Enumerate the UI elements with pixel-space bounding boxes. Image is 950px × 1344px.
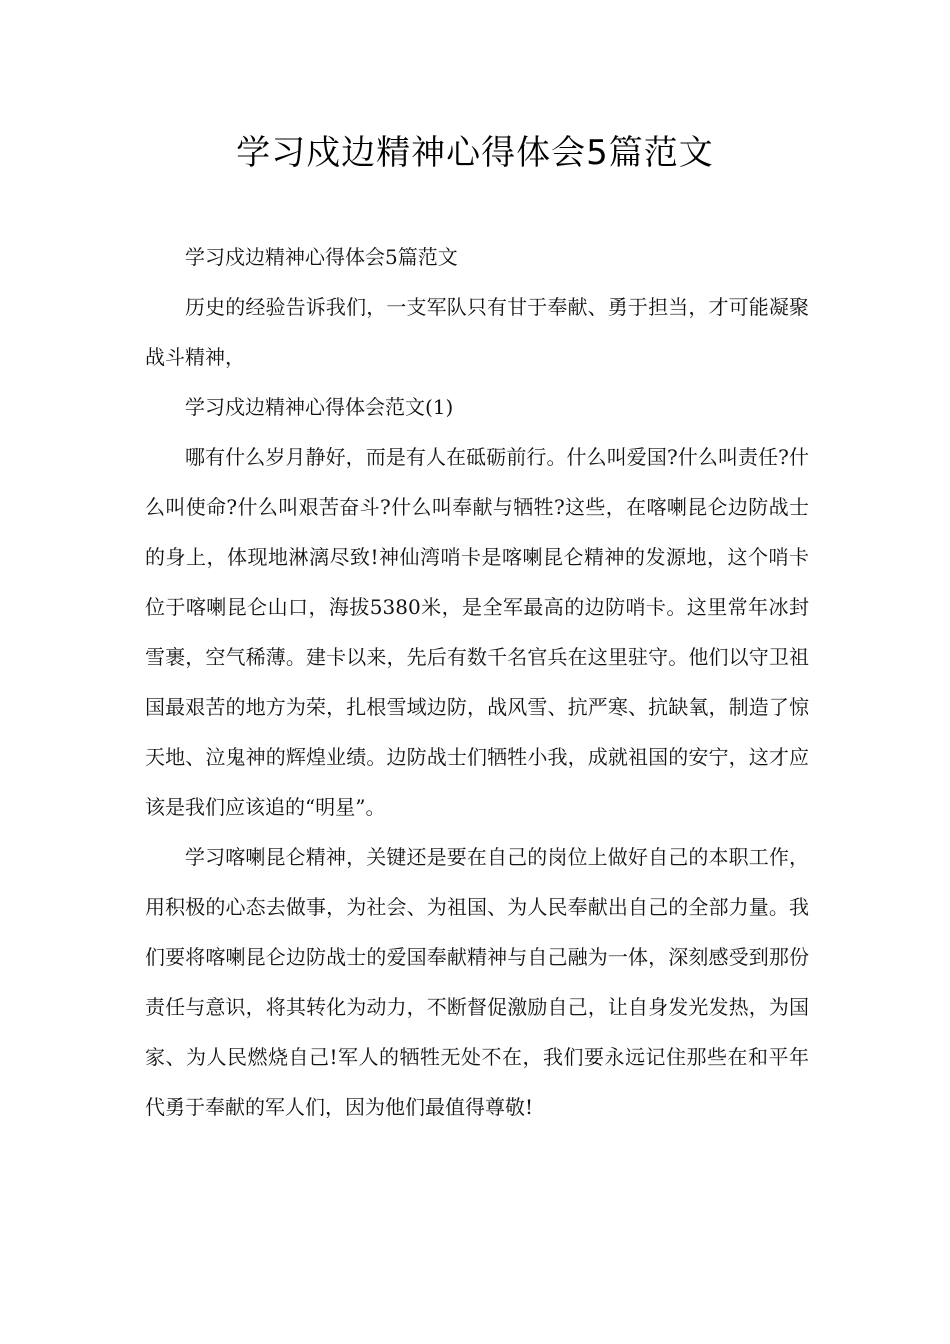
paragraph-intro: 历史的经验告诉我们，一支军队只有甘于奉献、勇于担当，才可能凝聚战斗精神，	[145, 295, 809, 369]
paragraph-subtitle: 学习戍边精神心得体会5篇范文	[185, 245, 458, 269]
paragraph-body-2: 学习喀喇昆仑精神，关键还是要在自己的岗位上做好自己的本职工作，用积极的心态去做事，为社会、为祖国、为人民奉献出自己的全部力量。我们要将喀喇昆仑边防战士的爱国奉献精神与自己融为一体，深刻感受到那份责任与意识，将其转化为动力，不断督促激励自己，让自身发光发热，为国家、为人民燃烧自己!军人的牺牲无处不在，我们要永远记住那些在和平年代勇于奉献的军人们，因为他们最值得尊敬!	[145, 845, 809, 1119]
paragraph-body-1: 哪有什么岁月静好，而是有人在砥砺前行。什么叫爱国?什么叫责任?什么叫使命?什么叫艰苦奋斗?什么叫奉献与牺牲?这些，在喀喇昆仑边防战士的身上，体现地淋漓尽致!神仙湾哨卡是喀喇昆仑精神的发源地，这个哨卡位于喀喇昆仑山口，海拔5380米，是全军最高的边防哨卡。这里常年冰封雪裹，空气稀薄。建卡以来，先后有数千名官兵在这里驻守。他们以守卫祖国最艰苦的地方为荣，扎根雪域边防，战风雪、抗严寒、抗缺氧，制造了惊天地、泣鬼神的辉煌业绩。边防战士们牺牲小我，成就祖国的安宁，这才应该是我们应该追的“明星”。	[145, 445, 809, 819]
document-title: 学习戍边精神心得体会5篇范文	[236, 133, 714, 173]
document-body	[145, 232, 809, 1132]
paragraph-section-heading: 学习戍边精神心得体会范文(1)	[185, 395, 454, 419]
